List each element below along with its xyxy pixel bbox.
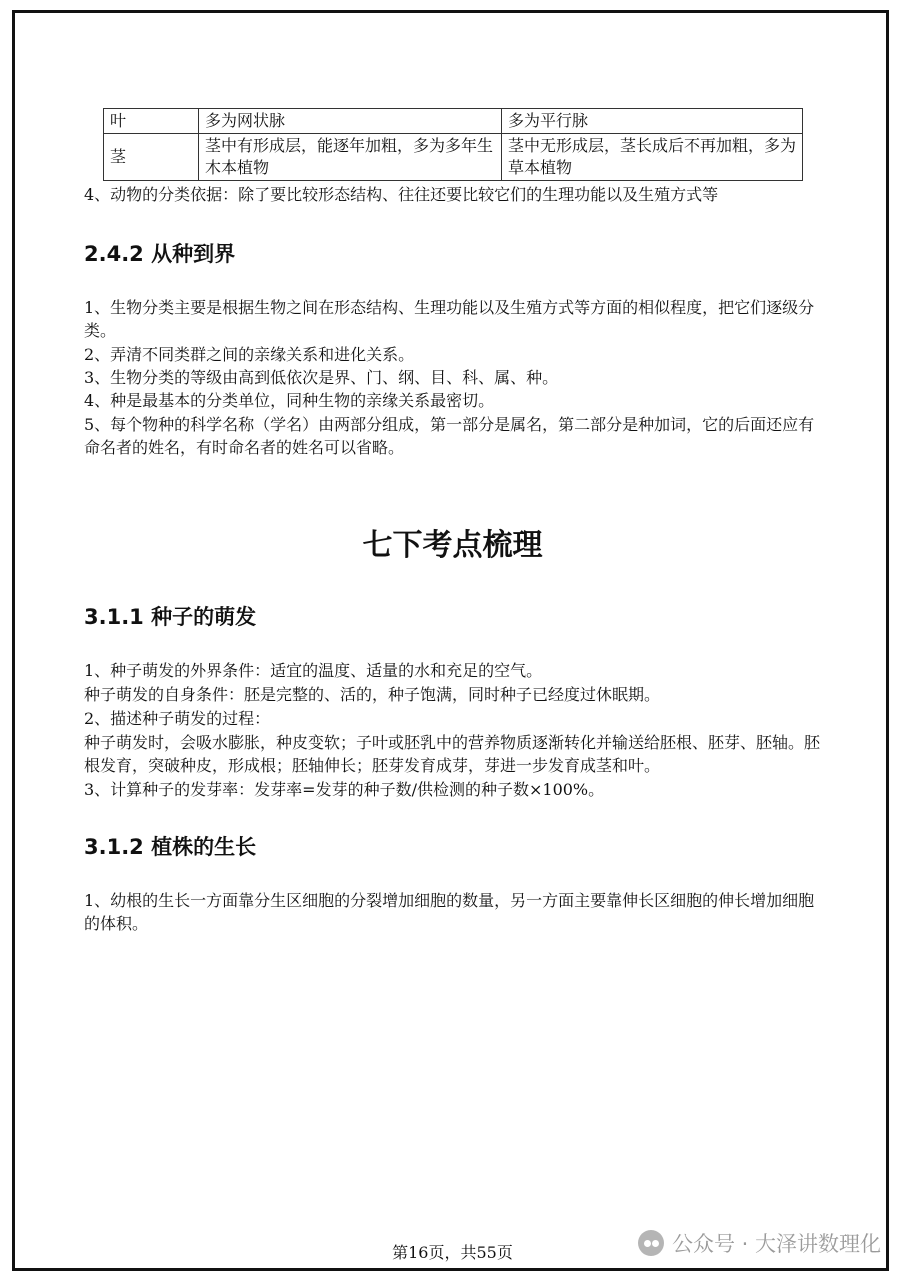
page-number: 第16页，共55页 <box>392 1243 513 1262</box>
table-row <box>104 109 803 134</box>
table-cell: 茎中有形成层，能逐年加粗，多为多年生木本植物 <box>199 134 502 181</box>
section-heading: 3.1.1 种子的萌发 <box>84 605 257 629</box>
table-cell: 茎 <box>104 134 199 181</box>
comparison-table <box>103 108 803 181</box>
table-cell: 多为平行脉 <box>502 109 803 134</box>
chapter-title: 七下考点梳理 <box>362 528 543 563</box>
table-cell: 多为网状脉 <box>199 109 502 134</box>
list-item: 2、描述种子萌发的过程： <box>84 709 271 728</box>
table-row <box>104 134 803 181</box>
table-cell: 茎中无形成层，茎长成后不再加粗，多为草本植物 <box>502 134 803 181</box>
table-cell: 叶 <box>104 109 199 134</box>
list-item: 1、种子萌发的外界条件：适宜的温度、适量的水和充足的空气。 <box>84 661 543 680</box>
watermark-text: 公众号 · 大泽讲数理化 <box>671 1232 881 1256</box>
section-heading: 2.4.2 从种到界 <box>84 242 236 266</box>
paragraph: 4、动物的分类依据：除了要比较形态结构、往往还要比较它们的生理功能以及生殖方式等 <box>84 185 719 204</box>
list-item: 1、生物分类主要是根据生物之间在形态结构、生理功能以及生殖方式等方面的相似程度，把它们逐级分类。 <box>84 298 815 340</box>
list-item: 1、幼根的生长一方面靠分生区细胞的分裂增加细胞的数量，另一方面主要靠伸长区细胞的伸长增加细胞的体积。 <box>84 891 815 933</box>
list-item: 种子萌发的自身条件：胚是完整的、活的，种子饱满，同时种子已经度过休眠期。 <box>84 685 661 704</box>
list-item: 3、计算种子的发芽率：发芽率=发芽的种子数/供检测的种子数×100%。 <box>84 780 605 799</box>
section-heading: 3.1.2 植株的生长 <box>84 835 257 859</box>
list-item: 3、生物分类的等级由高到低依次是界、门、纲、目、科、属、种。 <box>84 368 559 387</box>
list-item: 种子萌发时，会吸水膨胀，种皮变软；子叶或胚乳中的营养物质逐渐转化并输送给胚根、胚芽、胚轴。胚根发育，突破种皮，形成根；胚轴伸长；胚芽发育成芽，芽进一步发育成茎和叶。 <box>84 733 821 775</box>
list-item: 2、弄清不同类群之间的亲缘关系和进化关系。 <box>84 345 415 364</box>
list-item: 5、每个物种的科学名称（学名）由两部分组成，第一部分是属名，第二部分是种加词，它的后面还应有命名者的姓名，有时命名者的姓名可以省略。 <box>84 415 815 457</box>
list-item: 4、种是最基本的分类单位，同种生物的亲缘关系最密切。 <box>84 391 495 410</box>
